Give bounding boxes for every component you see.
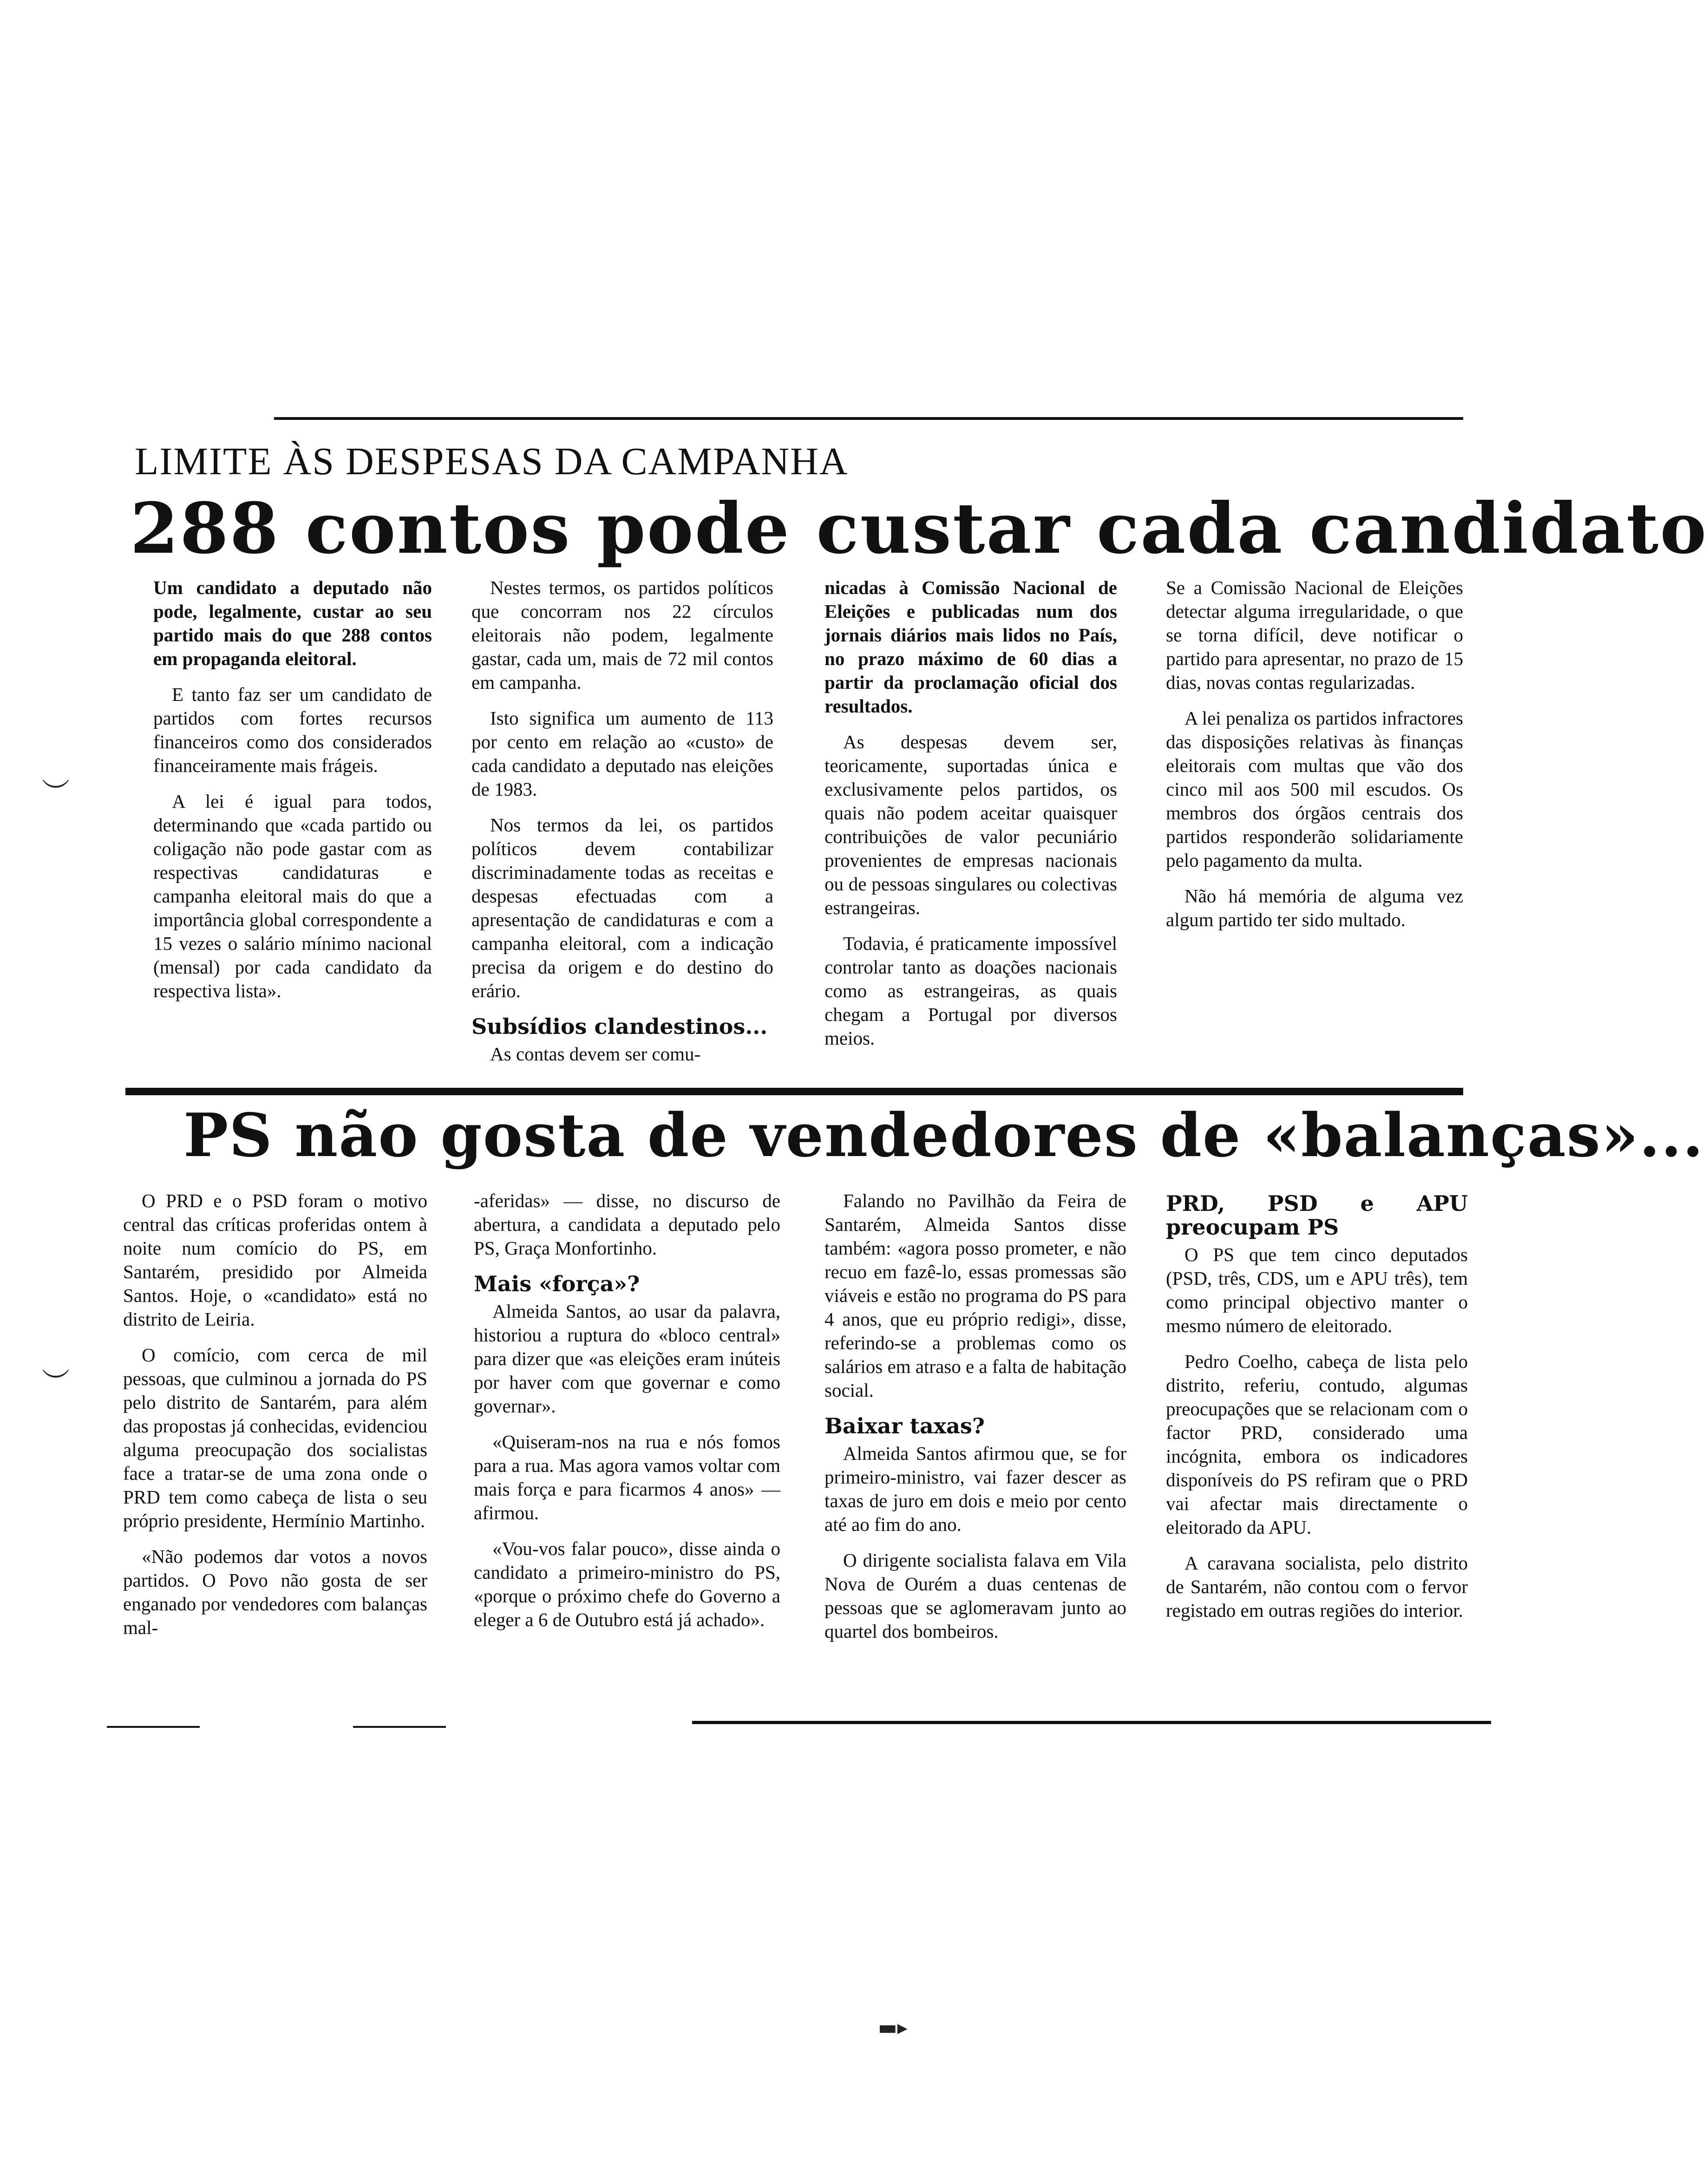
article-divider-rule — [125, 1088, 1463, 1095]
article2-paragraph: «Vou-vos falar pouco», disse ainda o candidato a primeiro-ministro do PS, «porque o próximo chefe do Governo a eleger a 6 de Outubro está já achado». — [474, 1538, 780, 1630]
article2-paragraph: Pedro Coelho, cabeça de lista pelo distrito, referiu, contudo, algumas preocupações que se relacionam com o factor PRD, considerado uma incógnita, embora os indicadores disponíveis do PS refiram que o PRD vai afectar mais directamente o eleitorado da APU. — [1166, 1351, 1468, 1538]
article2-column-1 — [123, 1189, 427, 1652]
article2-paragraph: A caravana socialista, pelo distrito de Santarém, não contou com o fervor registado em outras regiões do interior. — [1166, 1552, 1468, 1621]
article2-paragraph: -aferidas» — disse, no discurso de abertura, a candidata a deputado pelo PS, Graça Monfortinho. — [474, 1190, 780, 1259]
article1-paragraph: A lei penaliza os partidos infractores das disposições relativas às finanças eleitorais com multas que vão dos cinco mil aos 500 mil escudos. Os membros dos órgãos centrais dos partidos responderão solidariamente pelo pagamento da multa. — [1166, 707, 1463, 871]
bottom-rule-right — [692, 1721, 1491, 1724]
article1-paragraph: As despesas devem ser, teoricamente, suportadas única e exclusivamente pelos partidos, os quais não podem aceitar quaisquer contribuições de valor pecuniário provenientes de empresas nacionais ou de pessoas singulares ou colectivas estrangeiras. — [825, 731, 1117, 918]
article2-paragraph: Falando no Pavilhão da Feira de Santarém, Almeida Santos disse também: «agora posso prometer, e não recuo em fazê-lo, essas promessas são viáveis e estão no programa do PS para 4 anos, que eu próprio redigi», disse, referindo-se a problemas como os salários em atraso e a falta de habitação social. — [825, 1190, 1126, 1401]
article1-paragraph: Se a Comissão Nacional de Eleições detectar alguma irregularidade, o que se torna difícil, deve notificar o partido para apresentar, no prazo de 15 dias, novas contas regularizadas. — [1166, 577, 1463, 693]
article1-paragraph: Isto significa um aumento de 113 por cento em relação ao «custo» de cada candidato a deputado nas eleições de 1983. — [471, 707, 773, 800]
article1-paragraph: Não há memória de alguma vez algum partido ter sido multado. — [1166, 885, 1463, 930]
article1-paragraph: Nestes termos, os partidos políticos que concorram nos 22 círculos eleitorais não podem, legalmente gastar, cada um, mais de 72 mil contos em campanha. — [471, 577, 773, 693]
binder-mark-bottom: ︶ — [42, 1367, 70, 1399]
article2-headline: PS não gosta de vendedores de «balanças»... — [183, 1101, 1704, 1170]
article2-column-4 — [1166, 1189, 1468, 1634]
article2-paragraph: «Não podemos dar votos a novos partidos. O Povo não gosta de ser enganado por vendedores com balanças mal- — [123, 1546, 427, 1638]
article2-column-2 — [474, 1189, 780, 1644]
article1-headline: 288 contos pode custar cada candidato — [130, 488, 1708, 569]
binder-mark-top: ︶ — [42, 777, 70, 810]
article1-column-1 — [153, 576, 432, 1015]
article2-paragraph: O comício, com cerca de mil pessoas, que culminou a jornada do PS pelo distrito de Santarém, para além das propostas já conhecidas, evidenciou alguma preocupação dos socialistas face a tratar-se de uma zona onde o PRD tem como cabeça de lista o seu próprio presidente, Hermínio Martinho. — [123, 1344, 427, 1531]
article2-paragraph: O PRD e o PSD foram o motivo central das críticas proferidas ontem à noite num comício do PS, em Santarém, presidido por Almeida Santos. Hoje, o «candidato» está no distrito de Leiria. — [123, 1190, 427, 1330]
article2-paragraph: O PS que tem cinco deputados (PSD, três, CDS, um e APU três), tem como principal objectivo manter o mesmo número de eleitorado. — [1166, 1244, 1468, 1336]
article2-paragraph: «Quiseram-nos na rua e nós fomos para a rua. Mas agora vamos voltar com mais força e para ficarmos 4 anos» — afirmou. — [474, 1431, 780, 1523]
article1-lead-paragraph: Um candidato a deputado não pode, legalmente, custar ao seu partido mais do que 288 contos em propaganda eleitoral. — [153, 577, 432, 669]
article2-subheading-taxas: Baixar taxas? — [825, 1413, 985, 1438]
article1-paragraph: As contas devem ser comu- — [490, 1043, 701, 1065]
article1-column-4 — [1166, 576, 1463, 944]
article1-paragraph: Todavia, é praticamente impossível controlar tanto as doações nacionais como as estrangeiras, as quais chegam a Portugal por diversos meios. — [825, 933, 1117, 1049]
article1-column-3 — [825, 576, 1117, 1062]
article2-paragraph: Almeida Santos, ao usar da palavra, historiou a ruptura do «bloco central» para dizer que «as eleições eram inúteis por haver com que governar e como governar». — [474, 1301, 780, 1417]
article2-subheading-preocupam: PRD, PSD e APU preocupam PS — [1166, 1191, 1468, 1240]
article1-subheading: Subsídios clandestinos... — [471, 1014, 768, 1039]
article2-column-3 — [825, 1189, 1126, 1655]
scan-smudge: ▬▸ — [878, 2016, 908, 2039]
article1-kicker: LIMITE ÀS DESPESAS DA CAMPANHA — [135, 440, 849, 483]
bottom-rule-mid — [353, 1726, 446, 1728]
article2-subheading-forca: Mais «força»? — [474, 1271, 640, 1296]
bottom-rule-left — [107, 1726, 200, 1728]
article1-paragraph: nicadas à Comissão Nacional de Eleições e publicadas num dos jornais diários mais lidos no País, no prazo máximo de 60 dias a partir da proclamação oficial dos resultados. — [825, 577, 1117, 717]
article1-paragraph: Nos termos da lei, os partidos políticos devem contabilizar discriminadamente todas as receitas e despesas efectuadas com a apresentação de candidaturas e com a campanha eleitoral, com a indicação precisa da origem e do destino do erário. — [471, 814, 773, 1001]
article1-paragraph: E tanto faz ser um candidato de partidos com fortes recursos financeiros como dos considerados financeiramente mais frágeis. — [153, 684, 432, 776]
article1-column-2 — [471, 576, 773, 1078]
article2-paragraph: Almeida Santos afirmou que, se for primeiro-ministro, vai fazer descer as taxas de juro em dois e meio por cento até ao fim do ano. — [825, 1443, 1126, 1535]
top-rule — [274, 417, 1463, 420]
article1-paragraph: A lei é igual para todos, determinando que «cada partido ou coligação não pode gastar com as respectivas candidaturas e campanha eleitoral mais do que a importância global correspondente a 15 vezes o salário mínimo nacional (mensal) por cada candidato da respectiva lista». — [153, 791, 432, 1001]
article2-paragraph: O dirigente socialista falava em Vila Nova de Ourém a duas centenas de pessoas que se aglomeravam junto ao quartel dos bombeiros. — [825, 1549, 1126, 1642]
